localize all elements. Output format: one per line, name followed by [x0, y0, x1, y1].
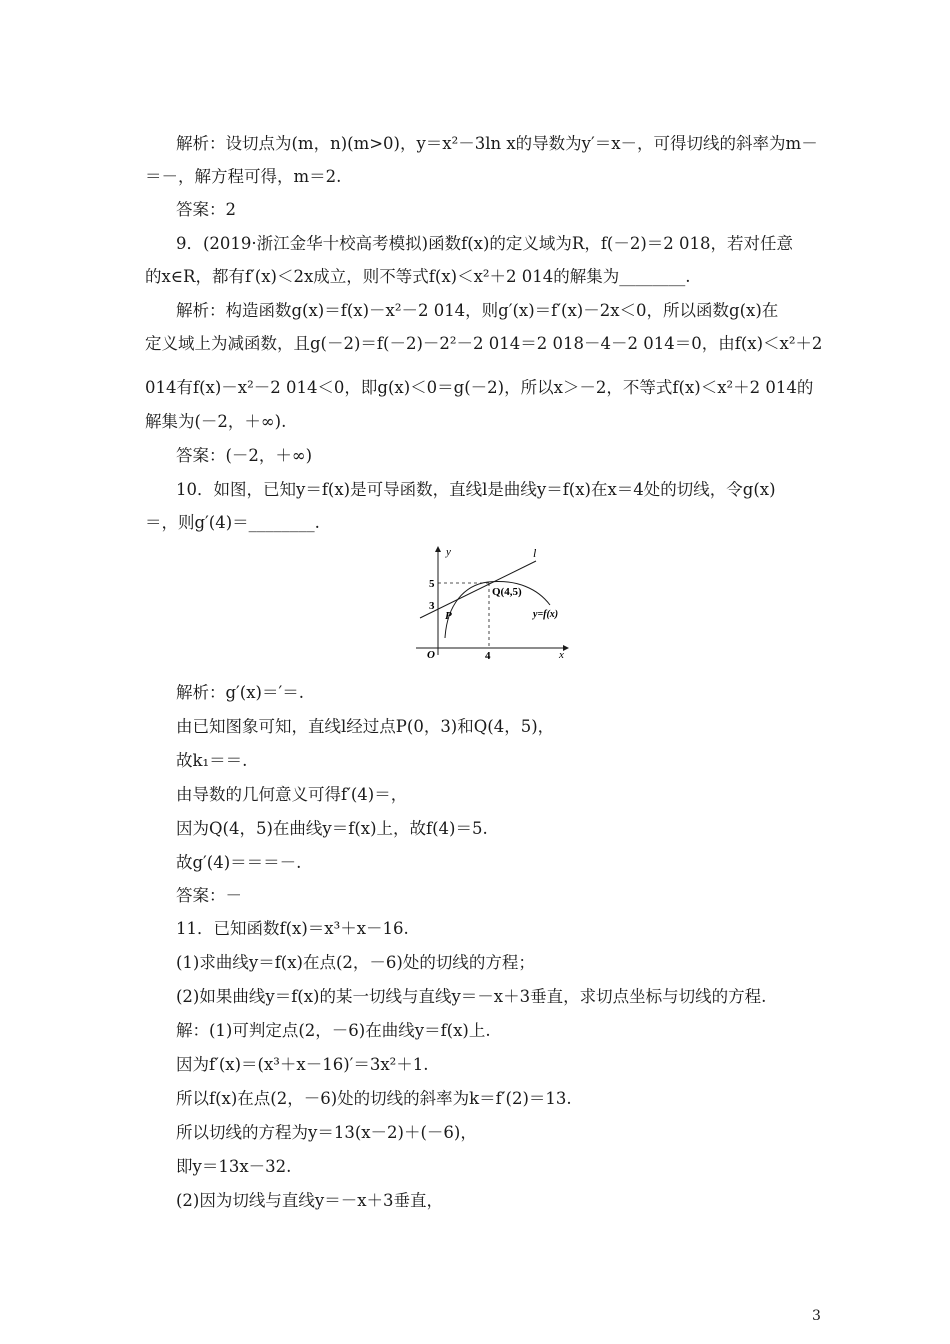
text-line: 即y＝13x－32.: [176, 1157, 292, 1176]
text-line: 故g′(4)＝＝＝－.: [176, 853, 302, 872]
x-axis-label: x: [559, 649, 564, 661]
text-line: 解析：构造函数g(x)＝f(x)－x²－2 014，则g′(x)＝f′(x)－2x＜0，所以函数g(x)在: [176, 301, 779, 320]
text-line: 所以切线的方程为y＝13(x－2)＋(－6)，: [176, 1123, 477, 1142]
point-q-label: Q(4,5): [492, 586, 522, 598]
tangent-line-figure: [412, 543, 572, 661]
text-line: 的x∈R，都有f′(x)＜2x成立，则不等式f(x)＜x²＋2 014的解集为________.: [145, 267, 691, 286]
origin-label: O: [427, 649, 435, 661]
text-line: 014有f(x)－x²－2 014＜0，即g(x)＜0＝g(－2)，所以x＞－2，不等式f(x)＜x²＋2 014的: [145, 378, 814, 397]
text-line: 答案：2: [176, 200, 236, 219]
y-axis-label: y: [446, 546, 451, 558]
text-line: 由已知图象可知，直线l经过点P(0，3)和Q(4，5)，: [176, 717, 555, 736]
text-line: 因为f′(x)＝(x³＋x－16)′＝3x²＋1.: [176, 1055, 429, 1074]
text-line: 解：(1)可判定点(2，－6)在曲线y＝f(x)上.: [176, 1021, 491, 1040]
x-tick-4: 4: [485, 650, 491, 661]
text-line: 解析：设切点为(m，n)(m>0)，y＝x²－3ln x的导数为y′＝x－，可得切线的斜率为m－: [176, 134, 818, 153]
text-line: 答案：－: [176, 886, 242, 905]
text-line: (1)求曲线y＝f(x)在点(2，－6)处的切线的方程；: [176, 953, 535, 972]
curve-label: y=f(x): [533, 609, 559, 620]
text-line: 所以f(x)在点(2，－6)处的切线的斜率为k＝f′(2)＝13.: [176, 1089, 572, 1108]
text-line: 故k₁＝＝.: [176, 751, 248, 770]
text-line: 由导数的几何意义可得f′(4)＝，: [176, 785, 408, 804]
text-line: 10．如图，已知y＝f(x)是可导函数，直线l是曲线y＝f(x)在x＝4处的切线，令g(x): [176, 480, 776, 499]
text-line: 因为Q(4，5)在曲线y＝f(x)上，故f(4)＝5.: [176, 819, 488, 838]
text-line: 9．(2019·浙江金华十校高考模拟)函数f(x)的定义域为R，f(－2)＝2 018，若对任意: [176, 234, 794, 253]
text-line: 答案：(－2，＋∞): [176, 446, 313, 465]
text-line: ＝－，解方程可得，m＝2.: [145, 167, 342, 186]
line-l-label: l: [533, 546, 537, 560]
y-tick-3: 3: [429, 600, 435, 612]
text-line: ＝，则g′(4)＝________.: [145, 513, 320, 532]
text-line: 解析：g′(x)＝′＝.: [176, 683, 304, 702]
text-line: (2)因为切线与直线y＝－x＋3垂直，: [176, 1191, 443, 1210]
text-line: 定义域上为减函数，且g(－2)＝f(－2)－2²－2 014＝2 018－4－2 014＝0，由f(x)＜x²＋2: [145, 334, 823, 353]
text-line: (2)如果曲线y＝f(x)的某一切线与直线y＝－x＋3垂直，求切点坐标与切线的方程.: [176, 987, 767, 1006]
y-tick-5: 5: [429, 578, 435, 590]
point-p-label: P: [445, 610, 452, 622]
page-number: 3: [812, 1308, 821, 1324]
text-line: 11．已知函数f(x)＝x³＋x－16.: [176, 919, 409, 938]
text-line: 解集为(－2，＋∞).: [145, 412, 287, 431]
